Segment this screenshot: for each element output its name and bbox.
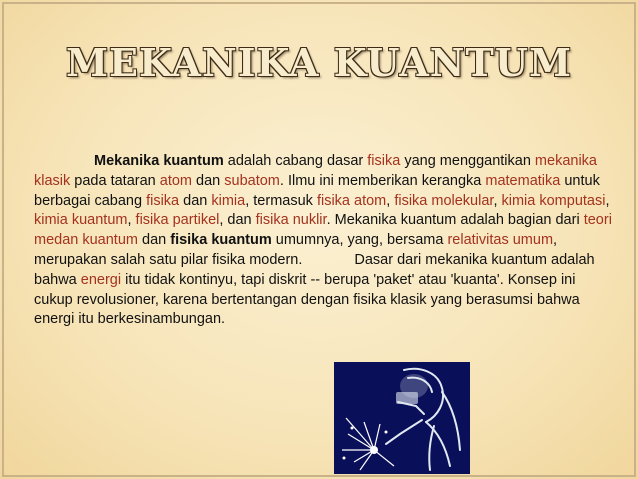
body-text-run: adalah cabang dasar [223, 153, 368, 169]
slide-title: MEKANIKA KUANTUM [65, 40, 573, 85]
body-text-run: , merupakan salah satu pilar fisika modern. [34, 232, 558, 268]
body-text-run: . Mekanika kuantum adalah bagian dari [326, 212, 584, 229]
body-text-run: . Ilmu ini memberikan kerangka [279, 172, 486, 189]
body-text-run: , dan [219, 212, 256, 229]
link-kimia[interactable]: kimia [211, 192, 246, 209]
link-fisika-nuklir[interactable]: fisika nuklir [255, 212, 327, 229]
frame-bottom-border [2, 475, 636, 477]
link-fisika[interactable]: fisika [367, 153, 401, 169]
body-text-run: , termasuk [245, 192, 317, 209]
link-fisika-molekular[interactable]: fisika molekular [394, 192, 494, 209]
body-term-bold: Mekanika kuantum [94, 153, 224, 169]
link-fisika-atom[interactable]: fisika atom [316, 192, 387, 209]
body-text-run: Dasar dari mekanika kuantum adalah bahwa [34, 251, 595, 288]
body-text-run: dan [179, 192, 212, 209]
body-text-run: , [605, 192, 610, 209]
link-kimia-kuantum[interactable]: kimia kuantum [34, 212, 128, 229]
body-text-run: , [493, 192, 502, 209]
welder-illustration [334, 362, 470, 474]
body-paragraph [34, 152, 614, 330]
link-energi[interactable]: energi [80, 271, 122, 288]
body-text-run: dan [137, 232, 171, 249]
link-subatom[interactable]: subatom [224, 172, 280, 189]
link-atom[interactable]: atom [159, 172, 193, 189]
body-text-run: , [127, 212, 136, 229]
welder-icon [334, 362, 470, 474]
link-relativitas-umum[interactable]: relativitas umum [447, 232, 554, 249]
body-text-run: , [386, 192, 395, 209]
link-kimia-komputasi[interactable]: kimia komputasi [501, 192, 606, 209]
body-text-run: yang menggantikan [400, 153, 535, 169]
body-text-run: umumnya, yang, bersama [271, 232, 448, 249]
body-term-bold: fisika kuantum [170, 232, 272, 249]
body-text-run: untuk berbagai cabang [34, 172, 600, 209]
slide-body [34, 152, 614, 330]
link-mekanika-klasik[interactable]: mekanika klasik [34, 153, 597, 189]
link-fisika-partikel[interactable]: fisika partikel [135, 212, 220, 229]
body-text-run: dan [192, 172, 225, 189]
link-teori-medan-kuantum[interactable]: teori medan kuantum [34, 212, 612, 249]
body-text-run: itu tidak kontinyu, tapi diskrit -- berupa 'paket' atau 'kuanta'. Konsep ini cukup revolusioner, karena bertentangan dengan fisika klasik yang berasumsi bahwa energi itu berkesinambungan. [34, 271, 580, 328]
frame-top-border [2, 2, 636, 4]
body-text-run: pada tataran [70, 172, 160, 189]
link-fisika-2[interactable]: fisika [146, 192, 180, 209]
link-matematika[interactable]: matematika [485, 172, 561, 189]
